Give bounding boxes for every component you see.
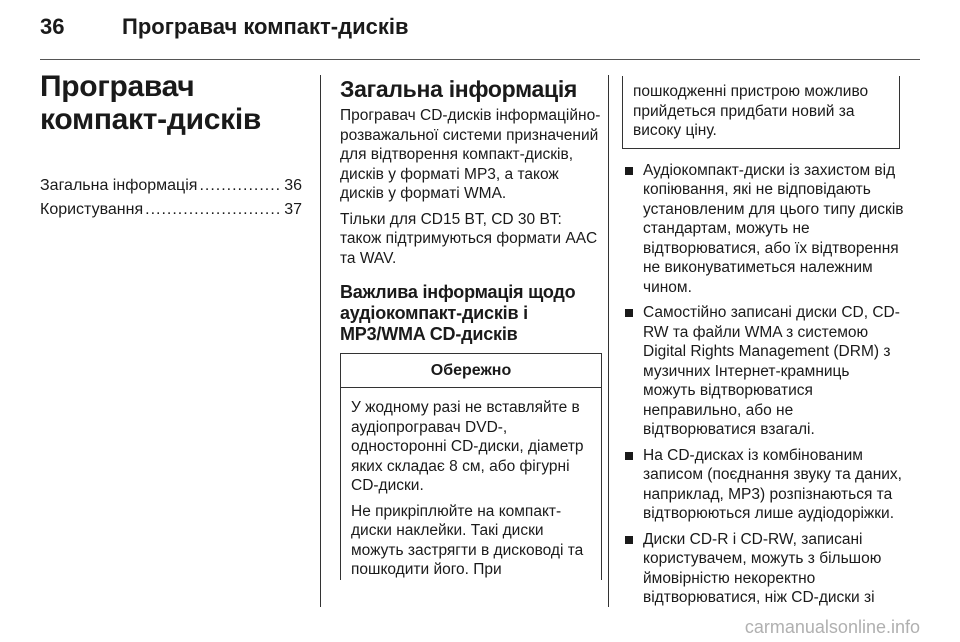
header-rule: [40, 59, 920, 60]
column-divider-left: [320, 75, 321, 607]
toc-entry-label: Загальна інформація: [40, 177, 198, 194]
formats-paragraph: Тільки для CD15 BT, CD 30 BT: також підтримуються формати AAC та WAV.: [340, 210, 598, 267]
page-number: 36: [40, 14, 65, 39]
list-item: [622, 530, 904, 608]
toc-entry[interactable]: [40, 198, 302, 222]
bullet-square-icon: [625, 309, 633, 317]
bullet-square-icon: [625, 452, 633, 460]
chapter-title: Програвач компакт-дисків: [40, 70, 262, 136]
toc-entry[interactable]: [40, 174, 302, 198]
right-column: [622, 76, 904, 614]
toc-leader-dots: [145, 198, 282, 222]
list-item: [622, 303, 904, 440]
toc-entry-page: 37: [284, 201, 302, 218]
caution-paragraph: У жодному разі не вставляйте в аудіопрогравач DVD-, односторонні CD-диски, діаметр яких складає 8 см, або фігурні CD-диски.: [351, 399, 584, 494]
bullet-list: [622, 161, 904, 608]
list-item-text: Диски CD-R і CD-RW, записані користувачем, можуть з більшою ймовірністю некоректно відтворюватися, ніж CD-диски зі: [643, 530, 882, 606]
toc-entry-page: 36: [284, 177, 302, 194]
toc-entry-label: Користування: [40, 201, 144, 218]
caution-box: [340, 353, 602, 580]
caution-continuation-box: [622, 76, 900, 149]
bullet-square-icon: [625, 167, 633, 175]
subsection-title: Важлива інформація щодо аудіокомпакт-дисків і MP3/WMA CD-дисків: [340, 282, 576, 344]
page-header: [40, 14, 920, 48]
caution-continuation: пошкодженні пристрою можливо прийдеться придбати новий за високу ціну.: [633, 83, 869, 139]
list-item-text: На CD-дисках із комбінованим записом (поєднання звуку та даних, наприклад, MP3) розпізнаються та відтворюються лише аудіодоріжки.: [643, 446, 902, 522]
caution-paragraph: Не прикріплюйте на компакт-диски наклейки. Такі диски можуть застрягти в дисководі та пошкодити його. При: [351, 502, 584, 578]
list-item-text: Самостійно записані диски CD, CD-RW та файли WMA з системою Digital Rights Management (DRM) з музичних Інтернет-крамниць можуть відтворюватися неправильно, або не відтворюватися взагалі.: [643, 304, 900, 438]
bullet-square-icon: [625, 536, 633, 544]
column-divider-right: [608, 75, 609, 607]
watermark: carmanualsonline.info: [744, 617, 920, 637]
main-column: [340, 76, 602, 580]
intro-paragraph: Програвач CD-дисків інформаційно-розважальної системи призначений для відтворення компакт-дисків, дисків у форматі MP3, а також дисків у форматі WMA.: [340, 107, 601, 202]
section-title: Загальна інформація: [340, 76, 578, 102]
toc-column: [40, 70, 302, 222]
running-title: Програвач компакт-дисків: [122, 14, 409, 39]
caution-body: [341, 388, 601, 580]
list-item-text: Аудіокомпакт-диски із захистом від копіювання, які не відповідають установленим для цього типу дисків стандартам, можуть не відтворюватися, або їх відтворення не виконуватиметься належним чином.: [643, 161, 904, 296]
list-item: [622, 446, 904, 524]
list-item: [622, 161, 904, 298]
toc-leader-dots: [199, 174, 282, 198]
table-of-contents: [40, 174, 302, 222]
caution-title: Обережно: [341, 354, 601, 388]
